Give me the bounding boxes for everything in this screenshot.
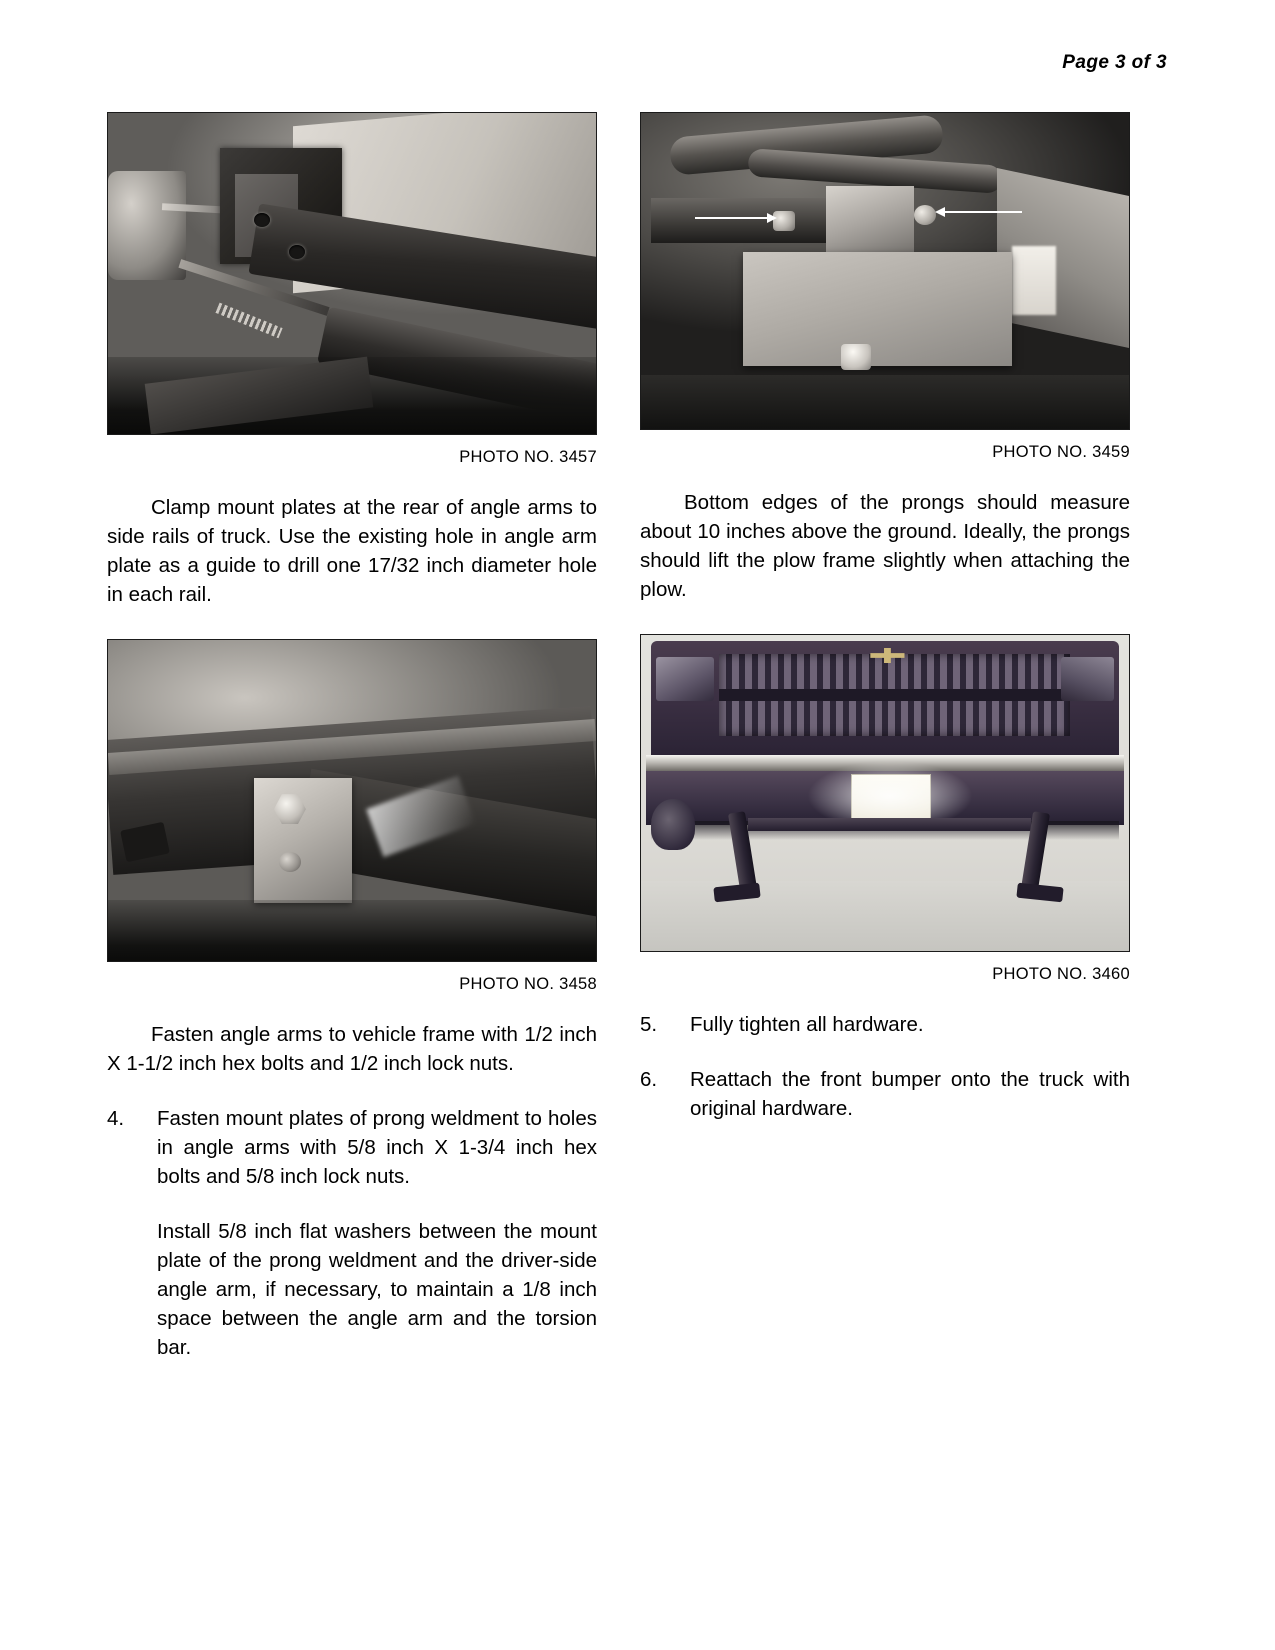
page-number-header: Page 3 of 3 xyxy=(1062,52,1167,73)
paragraph-fasten-angle-arms: Fasten angle arms to vehicle frame with 1/2 inch X 1-1/2 inch hex bolts and 1/2 inch lock nuts. xyxy=(107,1023,597,1075)
shadow-region xyxy=(641,375,1129,429)
callout-arrow-icon xyxy=(944,211,1022,213)
spacer xyxy=(107,994,597,1020)
prong-crossbar-shape xyxy=(748,818,1031,831)
spacer xyxy=(107,1078,597,1104)
shadow-region xyxy=(108,900,596,961)
spacer xyxy=(107,467,597,493)
callout-arrow-icon xyxy=(695,217,768,219)
headlight-right-shape xyxy=(1061,657,1115,701)
photo-3459-caption: PHOTO NO. 3459 xyxy=(992,443,1130,461)
list-item-number: 4. xyxy=(107,1107,125,1130)
drill-hole-shape xyxy=(254,213,270,227)
spacer xyxy=(640,984,1130,1010)
tire-shape xyxy=(651,799,695,850)
bolt-head-shape xyxy=(914,205,936,225)
right-column xyxy=(640,112,1130,1123)
paragraph-clamp-mount-plates: Clamp mount plates at the rear of angle arms to side rails of truck. Use the existing hole in angle arm plate as a guide to drill one 17/32 inch diameter hole in each rail. xyxy=(107,496,597,606)
list-item-5 xyxy=(640,1010,1130,1039)
photo-3457-caption: PHOTO NO. 3457 xyxy=(459,448,597,466)
figure-photo-3457 xyxy=(107,112,597,467)
spacer xyxy=(640,604,1130,634)
grille-divider-shape xyxy=(719,689,1070,702)
spacer xyxy=(640,1039,1130,1065)
list-item-4 xyxy=(107,1104,597,1191)
paragraph-bottom-edges-prongs: Bottom edges of the prongs should measure about 10 inches above the ground. Ideally, the prongs should lift the plow frame slightly when attaching the plow. xyxy=(640,491,1130,601)
list-item-text: Install 5/8 inch flat washers between the mount plate of the prong weldment and the driver-side angle arm, if necessary, to maintain a 1/8 inch space between the angle arm and the torsion bar. xyxy=(157,1220,597,1359)
list-item-text: Fasten mount plates of prong weldment to holes in angle arms with 5/8 inch X 1-3/4 inch hex bolts and 5/8 inch lock nuts. xyxy=(157,1107,597,1188)
spacer xyxy=(107,1191,597,1217)
photo-3458-image xyxy=(107,639,597,962)
lock-nut-shape xyxy=(279,852,301,872)
prong-mount-plate-shape xyxy=(743,252,1011,366)
frame-beam-shape xyxy=(651,198,846,242)
list-item-text: Reattach the front bumper onto the truck with original hardware. xyxy=(690,1068,1130,1120)
photo-3460-image xyxy=(640,634,1130,952)
figure-photo-3460 xyxy=(640,634,1130,984)
lower-bolt-shape xyxy=(841,344,871,370)
drill-hole-shape xyxy=(289,245,305,259)
spacer xyxy=(107,609,597,639)
photo-3457-image xyxy=(107,112,597,435)
list-item-text: Fully tighten all hardware. xyxy=(690,1013,924,1036)
list-item-6 xyxy=(640,1065,1130,1123)
figure-photo-3458 xyxy=(107,639,597,994)
mount-plate-shape xyxy=(254,778,352,903)
suspension-canister-shape xyxy=(108,171,186,280)
list-item-number: 6. xyxy=(640,1068,658,1091)
list-item-number: 5. xyxy=(640,1013,658,1036)
photo-3458-caption: PHOTO NO. 3458 xyxy=(459,975,597,993)
photo-3460-caption: PHOTO NO. 3460 xyxy=(992,965,1130,983)
spacer xyxy=(640,462,1130,488)
upper-plate-shape xyxy=(826,186,914,256)
left-column xyxy=(107,112,597,1362)
highlight-patch xyxy=(1012,246,1056,316)
paragraph-install-flat-washers xyxy=(107,1217,597,1362)
figure-photo-3459 xyxy=(640,112,1130,462)
headlight-left-shape xyxy=(656,657,715,701)
photo-3459-image xyxy=(640,112,1130,430)
